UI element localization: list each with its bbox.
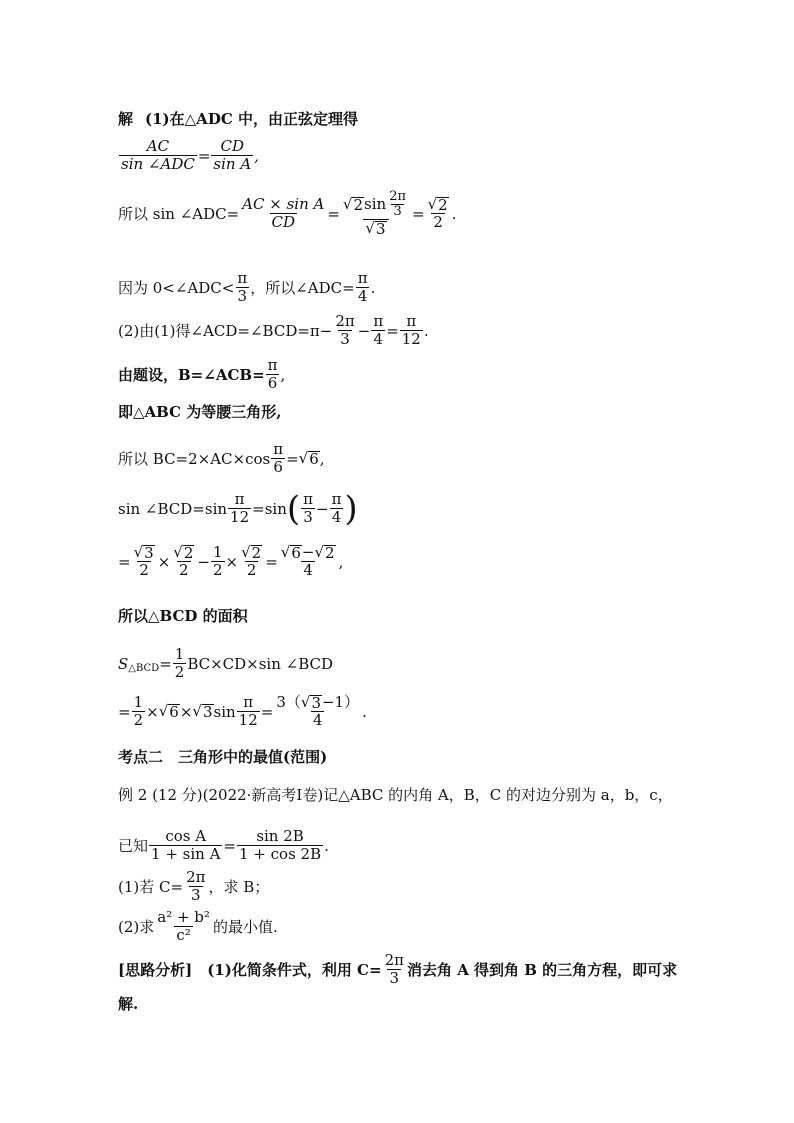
solution-text: (1)在△ADC 中，由正弦定理得 bbox=[145, 110, 358, 128]
sin-adc-equation: 所以 sin ∠ADC= $\frac{\text{AC × sin A}}{CD}$ = √ 2 sin $\frac{2\pi}{3}$ √ 3 = √ 2 2 . bbox=[118, 189, 457, 238]
sqrt: √ 2 bbox=[342, 195, 364, 214]
example-part1-line: (1)若 C= $\frac{2\pi}{3}$ ，求 B； bbox=[118, 868, 270, 904]
section-title: 考点二 三角形中的最值(范围) bbox=[118, 748, 328, 766]
isosceles-line: 即△ABC 为等腰三角形, bbox=[118, 403, 282, 421]
fraction: √ 6 − √ 2 4 bbox=[280, 543, 335, 579]
fraction: √ 3 2 bbox=[133, 543, 154, 579]
fraction: $\frac{\sin 2B}{1 + \cos 2B}$ bbox=[239, 827, 322, 863]
fraction: $\frac{\pi}{3}$ bbox=[303, 490, 313, 526]
fraction: $\frac{1}{2}$ bbox=[212, 543, 223, 579]
sqrt: √ 6 bbox=[280, 543, 301, 562]
fraction: $\frac{2\pi}{3}$ bbox=[389, 189, 407, 219]
fraction: $\frac{\pi}{4}$ bbox=[357, 269, 368, 305]
left-paren: ( bbox=[286, 488, 301, 529]
given-line: 由题设，B=∠ACB= $\frac{\pi}{6}$ , bbox=[118, 356, 286, 392]
sqrt: √ 3 bbox=[365, 219, 386, 238]
area-formula-line: S △BCD = $\frac{1}{2}$ BC×CD×sin ∠BCD bbox=[118, 645, 334, 681]
sqrt: √ 2 bbox=[241, 543, 262, 562]
bc-line: 所以 BC=2×AC×cos $\frac{\pi}{6}$ = √ 6 , bbox=[118, 440, 325, 476]
area-heading-line: 所以△BCD 的面积 bbox=[118, 607, 248, 625]
fraction: $\frac{\pi}{4}$ bbox=[373, 312, 384, 348]
fraction: √ 2 2 bbox=[241, 543, 262, 579]
fraction: $\frac{\text{AC × sin A}}{CD}$ bbox=[242, 195, 325, 231]
sqrt: √ 2 bbox=[427, 195, 448, 214]
solution-head: 解 bbox=[118, 110, 134, 128]
fraction: √ 2 2 bbox=[427, 195, 448, 231]
fraction: $\frac{\pi}{12}$ bbox=[401, 312, 421, 348]
sqrt: √ 3 bbox=[192, 702, 213, 721]
fraction: 3（ √ 3 −1） 4 bbox=[276, 693, 360, 729]
fraction: $\frac{CD}{\text{sin A}}$ bbox=[213, 137, 252, 173]
sqrt: √ 2 bbox=[314, 543, 335, 562]
fraction: $\frac{\pi}{3}$ bbox=[237, 269, 248, 305]
part2-angle-line: (2)由(1)得∠ACD=∠BCD=π− $\frac{2\pi}{3}$ − $\frac{\pi}{4}$ = $\frac{\pi}{12}$ . bbox=[118, 312, 429, 348]
sqrt: √ 6 bbox=[298, 449, 319, 468]
area-result-line: = $\frac{1}{2}$ × √ 6 × √ 3 sin $\frac{\pi}{12}$ = 3（ √ 3 −1） 4 . bbox=[118, 693, 367, 729]
fraction: $\frac{\pi}{12}$ bbox=[238, 693, 258, 729]
fraction: $\frac{\pi}{12}$ bbox=[230, 490, 250, 526]
example-part2-line: (2)求 $\frac{\text{a² + b²}}{\text{c²}}$ 的最小值. bbox=[118, 908, 278, 944]
example-condition-line: 已知 $\frac{\text{cos A}}{\text{1 + sin A}}$ = $\frac{\sin 2B}{1 + \cos 2B}$ . bbox=[118, 827, 329, 863]
fraction: $\frac{\pi}{6}$ bbox=[267, 356, 278, 392]
fraction: $\frac{\text{cos A}}{\text{1 + sin A}}$ bbox=[151, 827, 221, 863]
angle-range-line: 因为 0<∠ADC< $\frac{\pi}{3}$ ，所以∠ADC= $\frac{\pi}{4}$ . bbox=[118, 269, 376, 305]
sin-expansion-line: = √ 3 2 × √ 2 2 − $\frac{1}{2}$ × √ 2 2 = √ 6 − √ 2 4 , bbox=[118, 543, 344, 579]
fraction: $\frac{AC}{\text{sin ∠ADC}}$ bbox=[121, 137, 195, 173]
sqrt: √ 6 bbox=[158, 702, 179, 721]
fraction: $\frac{\pi}{4}$ bbox=[331, 490, 342, 526]
fraction: $\frac{1}{2}$ bbox=[174, 645, 185, 681]
analysis-line: [思路分析] (1)化简条件式，利用 C= $\frac{2\pi}{3}$ 消去角 A 得到角 B 的三角方程，即可求 bbox=[118, 951, 678, 987]
fraction: √ 2 sin $\frac{2\pi}{3}$ √ 3 bbox=[342, 189, 407, 238]
sin-bcd-line: sin ∠BCD=sin $\frac{\pi}{12}$ =sin ( $\frac{\pi}{3}$ − $\frac{\pi}{4}$ ) bbox=[118, 488, 358, 529]
fraction: $\frac{1}{2}$ bbox=[133, 693, 144, 729]
fraction: $\frac{2\pi}{3}$ bbox=[335, 312, 355, 348]
fraction: $\frac{2\pi}{3}$ bbox=[384, 951, 404, 987]
sqrt: √ 3 bbox=[300, 693, 321, 712]
fraction: $\frac{\text{a² + b²}}{\text{c²}}$ bbox=[157, 908, 210, 944]
fraction: $\frac{2\pi}{3}$ bbox=[186, 868, 206, 904]
fraction: $\frac{\pi}{6}$ bbox=[273, 440, 284, 476]
law-of-sines-equation: $\frac{AC}{\text{sin ∠ADC}}$ = $\frac{CD}{\text{sin A}}$ , bbox=[121, 137, 259, 173]
analysis-line-2: 解. bbox=[118, 995, 139, 1013]
solution-line-1 bbox=[118, 110, 358, 128]
fraction: √ 2 2 bbox=[173, 543, 194, 579]
right-paren: ) bbox=[344, 488, 358, 529]
sqrt: √ 2 bbox=[173, 543, 194, 562]
sqrt: √ 3 bbox=[133, 543, 154, 562]
example-line-1: 例 2 (12 分)(2022·新高考Ⅰ卷)记△ABC 的内角 A，B，C 的对边分别为 a，b，c， bbox=[118, 786, 673, 804]
